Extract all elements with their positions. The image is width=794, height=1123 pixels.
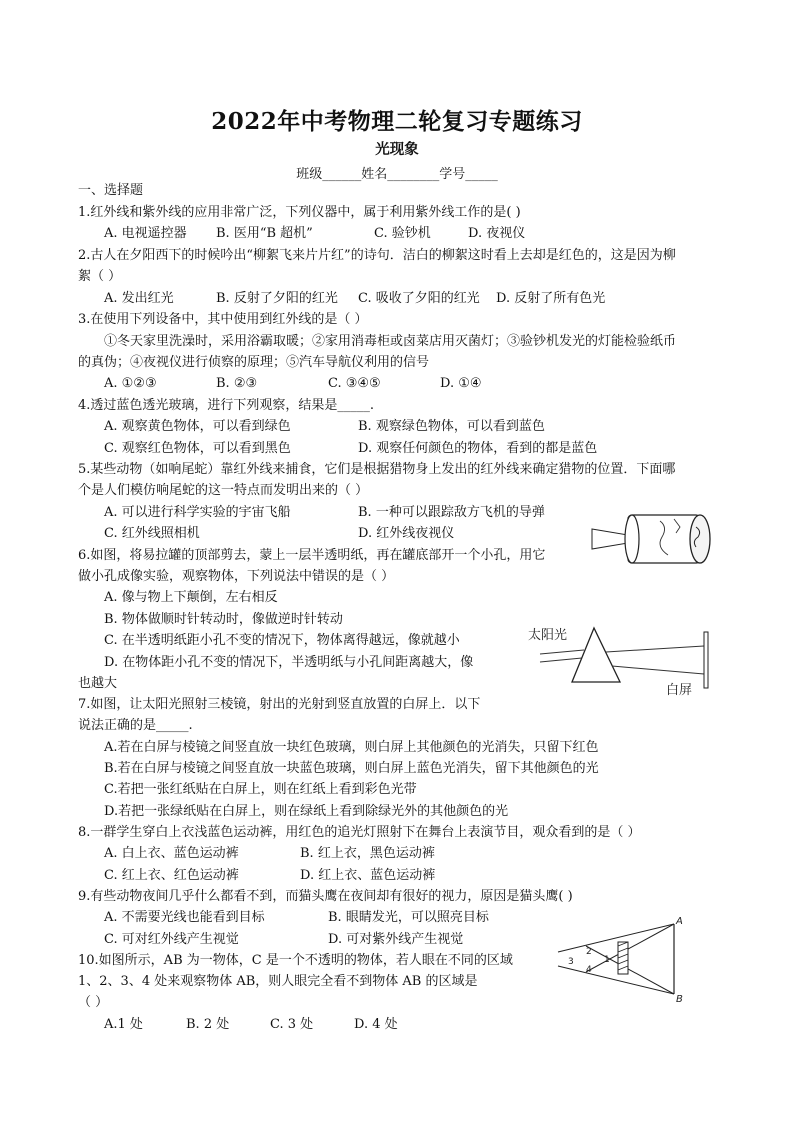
q7-option-d: D.若把一张绿纸贴在白屏上，则在绿纸上看到除绿光外的其他颜色的光 bbox=[104, 804, 509, 819]
q1-option-a: A. 电视遥控器 bbox=[104, 226, 187, 241]
q8-stem: 8.一群学生穿白上衣浅蓝色运动裤，用红色的追光灯照射下在舞台上表演节目，观众看到的是（ ） bbox=[78, 825, 641, 840]
q10-option-d: D. 4 处 bbox=[354, 1017, 398, 1032]
q9-stem: 9.有些动物夜间几乎什么都看不到，而猫头鹰在夜间却有很好的视力，原因是猫头鹰( ) bbox=[78, 889, 573, 904]
q5-option-a: A. 可以进行科学实验的宇宙飞船 bbox=[104, 505, 291, 520]
q10-option-b: B. 2 处 bbox=[186, 1017, 230, 1032]
region-3-label: 3 bbox=[568, 957, 574, 967]
q10-stem-line3: （ ） bbox=[78, 995, 109, 1010]
prism-screen-figure bbox=[524, 622, 720, 700]
q3-option-a: A. ①②③ bbox=[104, 376, 157, 391]
q4-option-a: A. 观察黄色物体，可以看到绿色 bbox=[104, 419, 291, 434]
point-a-label: A bbox=[676, 916, 683, 927]
q3-option-b: B. ②③ bbox=[216, 376, 258, 391]
q5-option-b: B. 一种可以跟踪敌方飞机的导弹 bbox=[358, 505, 545, 520]
q6-stem-line2: 做小孔成像实验，观察物体，下列说法中错误的是（ ） bbox=[78, 569, 395, 584]
q7-stem-line2: 说法正确的是_____. bbox=[78, 718, 193, 733]
q3-stem: 3.在使用下列设备中，其中使用到红外线的是（ ） bbox=[78, 312, 368, 327]
q7-stem-line1: 7.如图，让太阳光照射三棱镜，射出的光射到竖直放置的白屏上．以下 bbox=[78, 697, 481, 712]
q6-option-b: B. 物体做顺时针转动时，像做逆时针转动 bbox=[104, 612, 343, 627]
q10-stem-line2: 1、2、3、4 处来观察物体 AB，则人眼完全看不到物体 AB 的区域是 bbox=[78, 974, 478, 989]
q6-stem-line1: 6.如图，将易拉罐的顶部剪去，蒙上一层半透明纸，再在罐底部开一个小孔，用它 bbox=[78, 548, 546, 563]
q2-option-d: D. 反射了所有色光 bbox=[496, 291, 606, 306]
q5-stem-line2: 个是人们模仿响尾蛇的这一特点而发明出来的（ ） bbox=[78, 483, 369, 498]
q1-option-d: D. 夜视仪 bbox=[468, 226, 526, 241]
q6-option-d: D. 在物体距小孔不变的情况下，半透明纸与小孔间距离越大，像 bbox=[104, 655, 474, 670]
q10-option-c: C. 3 处 bbox=[270, 1017, 314, 1032]
q2-option-c: C. 吸收了夕阳的红光 bbox=[358, 291, 480, 306]
q8-option-c: C. 红上衣、红色运动裤 bbox=[104, 868, 239, 883]
q10-stem-line1: 10.如图所示，AB 为一物体，C 是一个不透明的物体，若人眼在不同的区域 bbox=[78, 953, 513, 968]
region-2-label: 2 bbox=[586, 947, 592, 957]
q9-option-b: B. 眼睛发光，可以照亮目标 bbox=[328, 910, 489, 925]
q4-option-b: B. 观察绿色物体，可以看到蓝色 bbox=[358, 419, 545, 434]
q1-option-c: C. 验钞机 bbox=[374, 226, 431, 241]
q5-option-d: D. 红外线夜视仪 bbox=[358, 526, 455, 541]
q10-option-a: A.1 处 bbox=[104, 1017, 143, 1032]
q3-stem-line2: ①冬天家里洗澡时，采用浴霸取暖；②家用消毒柜或卤菜店用灭菌灯；③验钞机发光的灯能检验纸币 bbox=[104, 334, 677, 349]
section-heading: 一、选择题 bbox=[78, 183, 144, 198]
q3-option-c: C. ③④⑤ bbox=[328, 376, 381, 391]
q8-option-d: D. 红上衣、蓝色运动裤 bbox=[300, 868, 436, 883]
q4-option-c: C. 观察红色物体，可以看到黑色 bbox=[104, 441, 291, 456]
region-1-label: 1 bbox=[604, 955, 610, 965]
q7-option-c: C.若把一张红纸贴在白屏上，则在红纸上看到彩色光带 bbox=[104, 782, 417, 797]
q4-option-d: D. 观察任何颜色的物体，看到的都是蓝色 bbox=[358, 441, 598, 456]
q6-option-a: A. 像与物上下颠倒，左右相反 bbox=[104, 590, 278, 605]
white-screen-label: 白屏 bbox=[666, 683, 693, 698]
q6-option-c: C. 在半透明纸距小孔不变的情况下，物体离得越远，像就越小 bbox=[104, 633, 460, 648]
q5-option-c: C. 红外线照相机 bbox=[104, 526, 200, 541]
q8-option-a: A. 白上衣、蓝色运动裤 bbox=[104, 846, 239, 861]
q3-option-d: D. ①④ bbox=[440, 376, 482, 391]
q7-option-b: B.若在白屏与棱镜之间竖直放一块蓝色玻璃，则白屏上蓝色光消失，留下其他颜色的光 bbox=[104, 761, 599, 776]
q6-option-d-tail: 也越大 bbox=[78, 676, 118, 691]
region-4-label: 4 bbox=[586, 965, 592, 975]
page-subtitle: 光现象 bbox=[375, 141, 419, 158]
q4-stem: 4.透过蓝色透光玻璃，进行下列观察，结果是_____. bbox=[78, 398, 375, 413]
q1-option-b: B. 医用“B 超机” bbox=[216, 226, 313, 241]
q9-option-c: C. 可对红外线产生视觉 bbox=[104, 932, 239, 947]
q5-stem-line1: 5.某些动物（如响尾蛇）靠红外线来捕食，它们是根据猎物身上发出的红外线来确定猎物的位置．下面哪 bbox=[78, 462, 676, 477]
pinhole-camera-figure bbox=[590, 507, 720, 567]
q2-option-b: B. 反射了夕阳的红光 bbox=[216, 291, 338, 306]
student-info-line: 班级______姓名________学号_____ bbox=[296, 167, 498, 182]
q8-option-b: B. 红上衣，黑色运动裤 bbox=[300, 846, 435, 861]
point-b-label: B bbox=[676, 994, 683, 1005]
shadow-regions-figure bbox=[556, 910, 696, 1006]
q7-option-a: A.若在白屏与棱镜之间竖直放一块红色玻璃，则白屏上其他颜色的光消失，只留下红色 bbox=[104, 740, 599, 755]
q2-stem-line2: 絮（ ） bbox=[78, 269, 122, 284]
q9-option-d: D. 可对紫外线产生视觉 bbox=[328, 932, 464, 947]
q3-stem-line3: 的真伪；④夜视仪进行侦察的原理；⑤汽车导航仪利用的信号 bbox=[78, 355, 430, 370]
q2-stem-line1: 2.古人在夕阳西下的时候吟出“柳絮飞来片片红”的诗句．洁白的柳絮这时看上去却是红色的，这是因为柳 bbox=[78, 248, 676, 263]
page-title: 2022年中考物理二轮复习专题练习 bbox=[211, 108, 583, 135]
q9-option-a: A. 不需要光线也能看到目标 bbox=[104, 910, 265, 925]
sun-light-label: 太阳光 bbox=[528, 628, 568, 643]
q2-option-a: A. 发出红光 bbox=[104, 291, 174, 306]
q1-stem: 1.红外线和紫外线的应用非常广泛，下列仪器中，属于利用紫外线工作的是( ) bbox=[78, 205, 521, 220]
